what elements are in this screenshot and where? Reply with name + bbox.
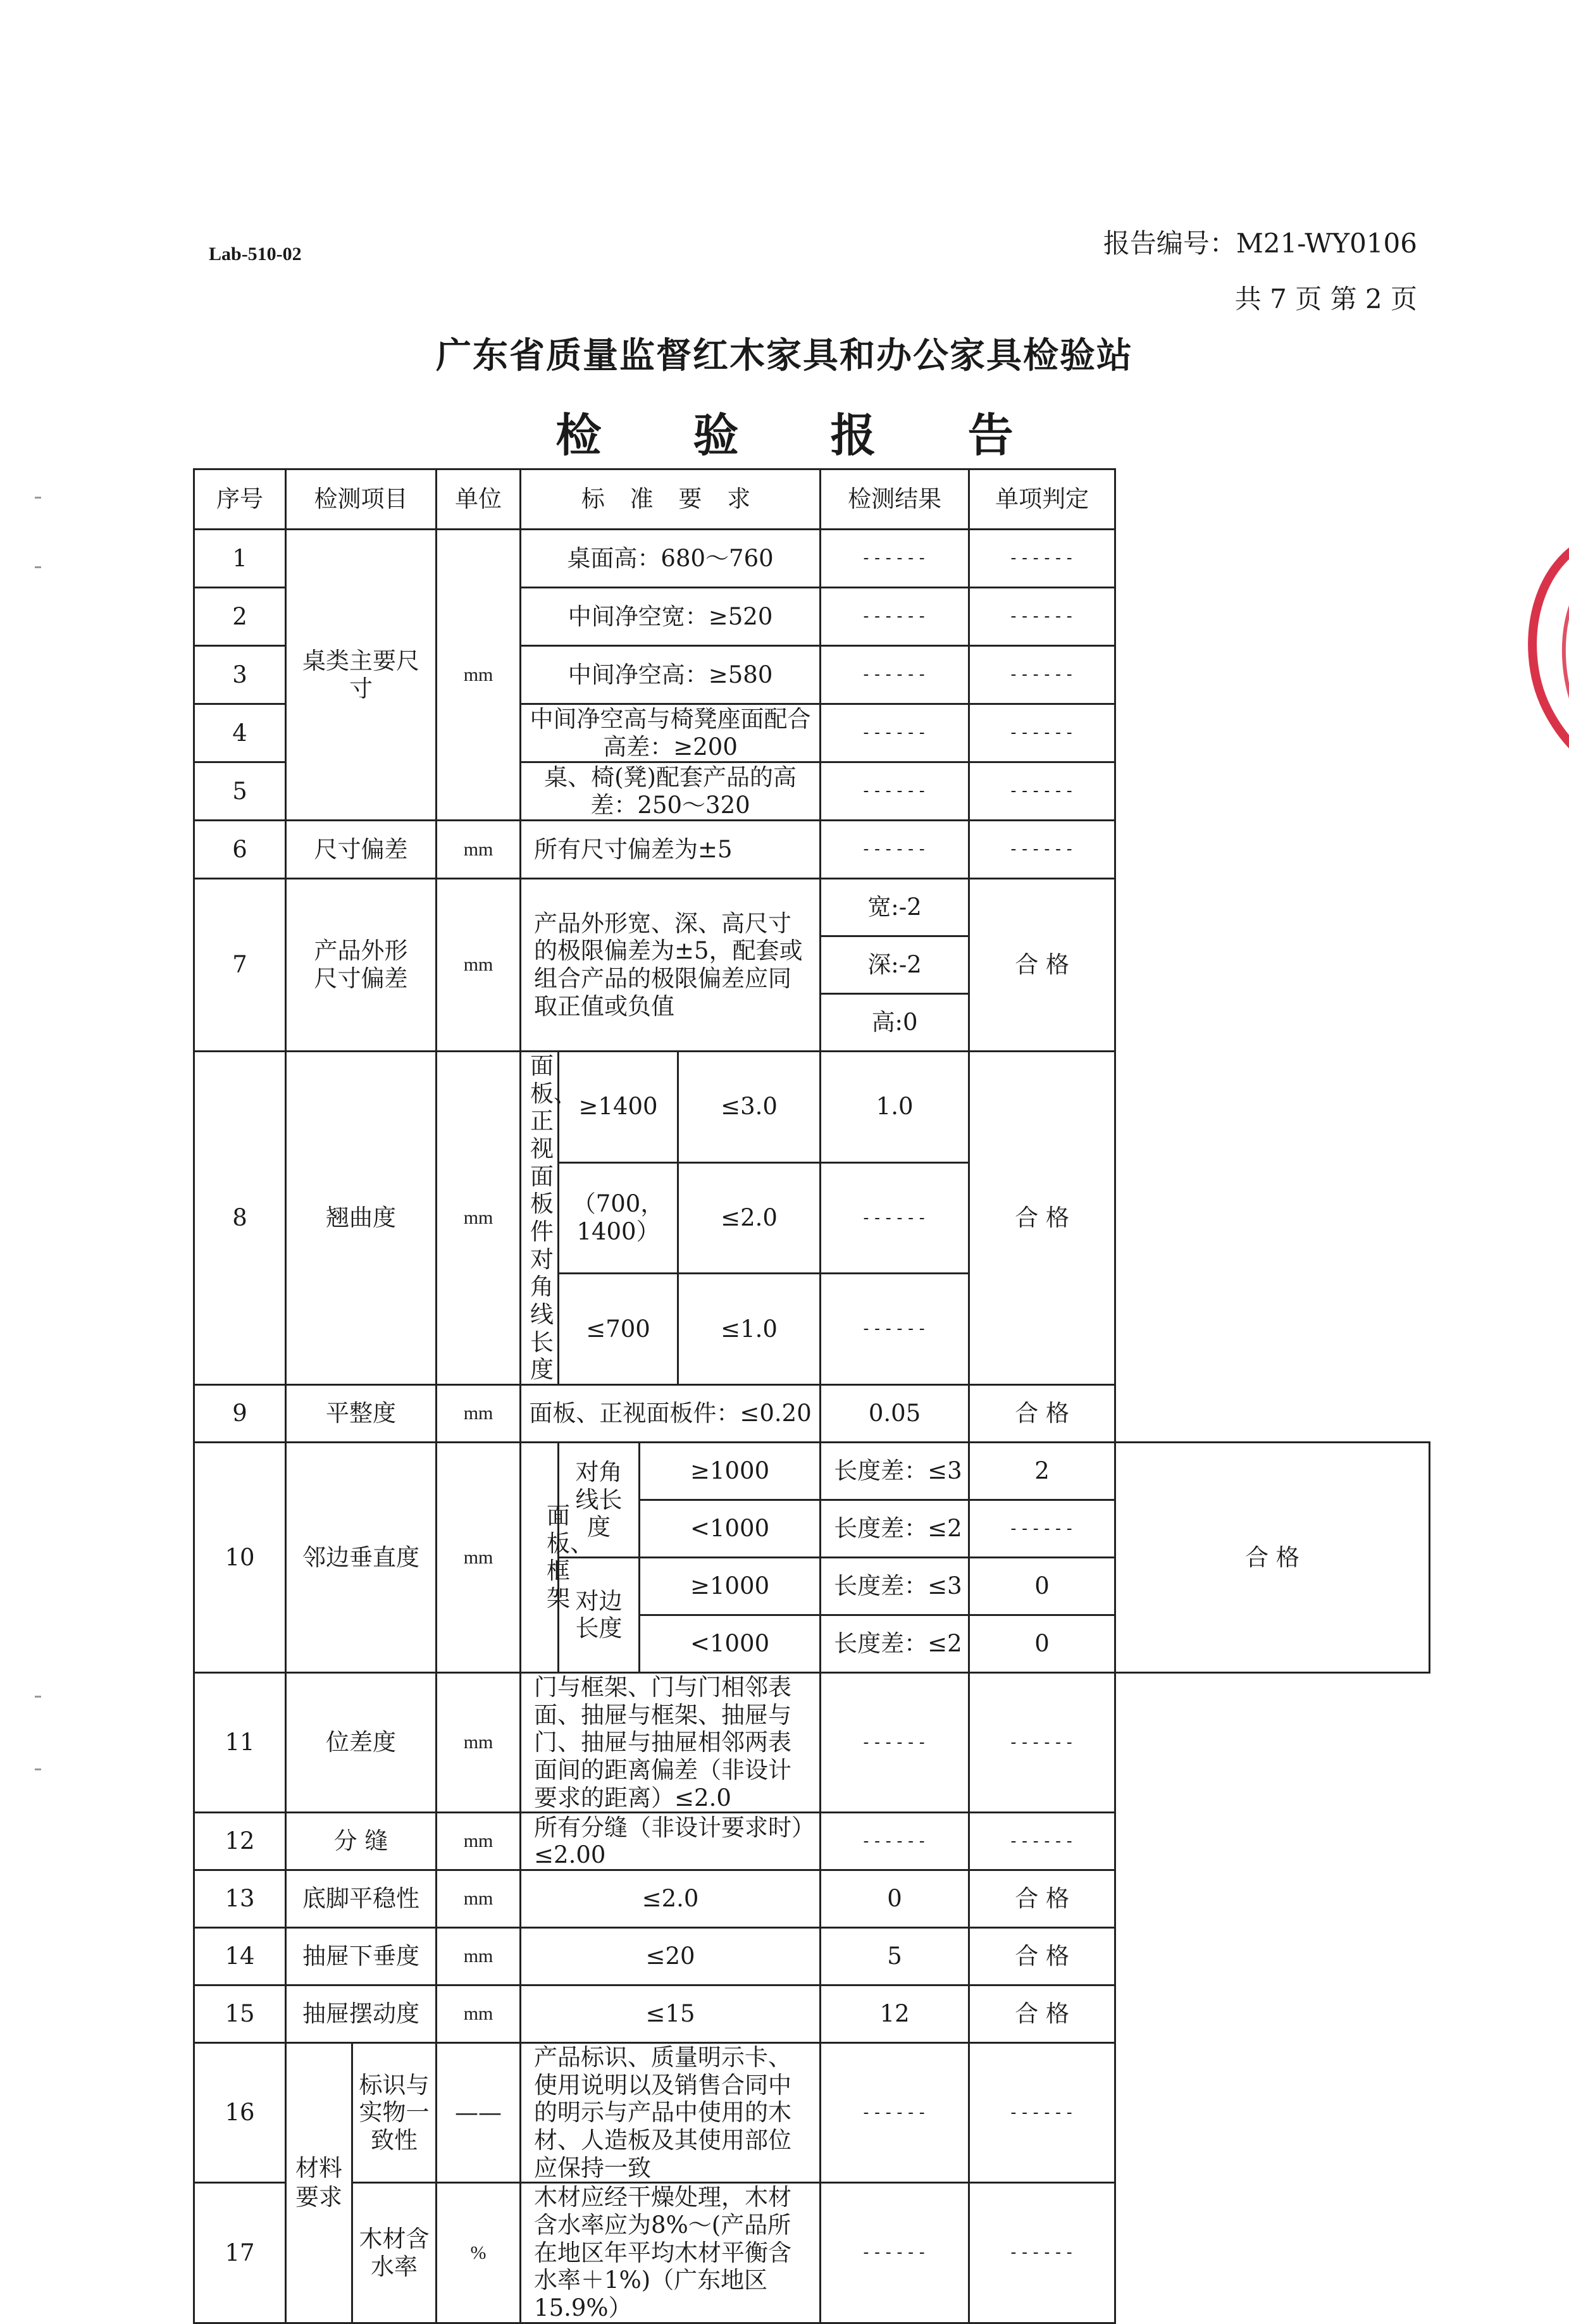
row-requirement: 中间净空高与椅凳座面配合高差：≥200 (521, 704, 821, 762)
row-requirement: 桌面高：680～760 (521, 530, 821, 588)
row-result: ------ (969, 1500, 1115, 1557)
row-condition: ≥1400 (559, 1052, 678, 1163)
row-item: 邻边垂直度 (286, 1442, 437, 1672)
row-no: 6 (194, 821, 286, 879)
row-result: ------ (821, 1162, 969, 1274)
report-title: 检 验 报 告 (555, 409, 1051, 462)
row-requirement: 所有分缝（非设计要求时）≤2.00 (521, 1813, 821, 1870)
row-result: ------ (821, 2183, 969, 2323)
row-result: ------ (821, 646, 969, 704)
row-item: 尺寸偏差 (286, 821, 437, 879)
row-requirement: 产品外形宽、深、高尺寸的极限偏差为±5，配套或组合产品的极限偏差应同取正值或负值 (521, 879, 821, 1052)
row-limit: ≤3.0 (678, 1052, 821, 1163)
row-verdict: ------ (969, 588, 1115, 646)
row-item: 底脚平稳性 (286, 1870, 437, 1928)
table-row (194, 879, 1430, 936)
row-result: ------ (821, 762, 969, 821)
row-result-height: 高:0 (821, 994, 969, 1052)
row-requirement: 桌、椅(凳)配套产品的高差：250～320 (521, 762, 821, 821)
row-subgroup: 对角线长度 (559, 1442, 640, 1557)
row-condition: （700，1400） (559, 1162, 678, 1274)
row-unit: mm (437, 530, 521, 821)
row-result: 1.0 (821, 1052, 969, 1163)
row-verdict: ------ (969, 704, 1115, 762)
row-unit: mm (437, 821, 521, 879)
row-verdict: ------ (969, 821, 1115, 879)
organization-name: 广东省质量监督红木家具和办公家具检验站 (436, 335, 1133, 376)
row-result: ------ (821, 2043, 969, 2183)
row-verdict: 合 格 (969, 879, 1115, 1052)
row-group: 材料要求 (286, 2043, 352, 2323)
row-result: 12 (821, 1985, 969, 2043)
row-unit: mm (437, 1870, 521, 1928)
row-result: ------ (821, 588, 969, 646)
table-row (194, 1813, 1430, 1870)
row-requirement: 面板、正视面板件：≤0.20 (521, 1384, 821, 1442)
row-item: 抽屉下垂度 (286, 1928, 437, 1985)
row-unit: —— (437, 2043, 521, 2183)
row-item: 翘曲度 (286, 1052, 437, 1385)
row-verdict: 合 格 (969, 1384, 1115, 1442)
row-no: 14 (194, 1928, 286, 1985)
row-no: 5 (194, 762, 286, 821)
row-verdict: ------ (969, 762, 1115, 821)
report-number: 报告编号：M21-WY0106 (1103, 228, 1417, 259)
row-no: 15 (194, 1985, 286, 2043)
row-verdict: ------ (969, 1672, 1115, 1812)
margin-mark (35, 1696, 41, 1698)
table-row (194, 1985, 1430, 2043)
row-result: 5 (821, 1928, 969, 1985)
table-row (194, 1384, 1430, 1442)
row-verdict: 合 格 (969, 1870, 1115, 1928)
row-verdict: ------ (969, 530, 1115, 588)
row-unit: mm (437, 1928, 521, 1985)
row-verdict: ------ (969, 2183, 1115, 2323)
row-limit: 长度差：≤3 (821, 1557, 969, 1615)
row-verdict: 合 格 (969, 1052, 1115, 1385)
row-requirement: 中间净空宽：≥520 (521, 588, 821, 646)
row-result: 0 (969, 1615, 1115, 1672)
row-result: ------ (821, 1813, 969, 1870)
table-row (194, 821, 1430, 879)
row-result: ------ (821, 530, 969, 588)
row-no: 17 (194, 2183, 286, 2323)
table-row (194, 1870, 1430, 1928)
row-requirement: 木材应经干燥处理，木材含水率应为8%～(产品所在地区年平均木材平衡含水率＋1%)（广东地区15.9%） (521, 2183, 821, 2323)
margin-mark (35, 1768, 41, 1770)
table-row (194, 1442, 1430, 1500)
row-item: 标识与实物一致性 (352, 2043, 437, 2183)
inspection-table (193, 468, 1430, 2324)
row-limit: 长度差：≤3 (821, 1442, 969, 1500)
row-subitem: 面板、框架 (521, 1442, 559, 1672)
row-no: 3 (194, 646, 286, 704)
row-no: 7 (194, 879, 286, 1052)
row-result: ------ (821, 821, 969, 879)
row-item: 平整度 (286, 1384, 437, 1442)
margin-mark (35, 566, 41, 568)
row-no: 16 (194, 2043, 286, 2183)
row-limit: 长度差：≤2 (821, 1615, 969, 1672)
row-condition: ≤700 (559, 1274, 678, 1385)
row-requirement: 门与框架、门与门相邻表面、抽屉与框架、抽屉与门、抽屉与抽屉相邻两表面间的距离偏差（非设计要求的距离）≤2.0 (521, 1672, 821, 1812)
row-limit: ≤2.0 (678, 1162, 821, 1274)
table-row (194, 2043, 1430, 2183)
row-no: 10 (194, 1442, 286, 1672)
row-item: 抽屉摆动度 (286, 1985, 437, 2043)
row-verdict: 合 格 (1115, 1442, 1430, 1672)
table-header-row (194, 469, 1430, 530)
row-no: 9 (194, 1384, 286, 1442)
row-result: 0 (969, 1557, 1115, 1615)
row-unit: mm (437, 1052, 521, 1385)
row-result: ------ (821, 1672, 969, 1812)
row-unit: mm (437, 879, 521, 1052)
margin-mark (35, 497, 41, 499)
row-requirement: 所有尺寸偏差为±5 (521, 821, 821, 879)
row-result-depth: 深:-2 (821, 936, 969, 994)
row-verdict: ------ (969, 2043, 1115, 2183)
row-unit: % (437, 2183, 521, 2323)
row-requirement: 产品标识、质量明示卡、使用说明以及销售合同中的明示与产品中使用的木材、人造板及其使用部位应保持一致 (521, 2043, 821, 2183)
seal-stamp (1509, 519, 1569, 785)
row-verdict: 合 格 (969, 1928, 1115, 1985)
lab-code: Lab-510-02 (209, 244, 302, 264)
row-unit: mm (437, 1384, 521, 1442)
row-item: 木材含水率 (352, 2183, 437, 2323)
row-item: 产品外形尺寸偏差 (286, 879, 437, 1052)
row-requirement: ≤20 (521, 1928, 821, 1985)
table-row (194, 2183, 1430, 2323)
header-result: 检测结果 (821, 469, 969, 530)
header-no: 序号 (194, 469, 286, 530)
row-no: 12 (194, 1813, 286, 1870)
row-condition: ≥1000 (640, 1442, 821, 1500)
row-no: 1 (194, 530, 286, 588)
row-condition: ≥1000 (640, 1557, 821, 1615)
row-item: 桌类主要尺寸 (286, 530, 437, 821)
row-unit: mm (437, 1672, 521, 1812)
row-unit: mm (437, 1442, 521, 1672)
table-row (194, 1052, 1430, 1163)
row-verdict: ------ (969, 646, 1115, 704)
table-row (194, 530, 1430, 588)
row-requirement: ≤2.0 (521, 1870, 821, 1928)
row-result: ------ (821, 704, 969, 762)
table-row (194, 1672, 1430, 1812)
row-result: 2 (969, 1442, 1115, 1500)
row-result-width: 宽:-2 (821, 879, 969, 936)
row-item: 分 缝 (286, 1813, 437, 1870)
row-verdict: ------ (969, 1813, 1115, 1870)
row-result: 0 (821, 1870, 969, 1928)
row-result: 0.05 (821, 1384, 969, 1442)
header-verdict: 单项判定 (969, 469, 1115, 530)
row-no: 2 (194, 588, 286, 646)
row-no: 11 (194, 1672, 286, 1812)
row-condition: <1000 (640, 1500, 821, 1557)
row-limit: ≤1.0 (678, 1274, 821, 1385)
row-unit: mm (437, 1813, 521, 1870)
page-info: 共 7 页 第 2 页 (1234, 283, 1417, 314)
row-condition: <1000 (640, 1615, 821, 1672)
row-unit: mm (437, 1985, 521, 2043)
row-subgroup: 对边长度 (559, 1557, 640, 1672)
row-subitem: 面板、正视面板件对角线长度 (521, 1052, 559, 1385)
row-item: 位差度 (286, 1672, 437, 1812)
row-no: 4 (194, 704, 286, 762)
header-unit: 单位 (437, 469, 521, 530)
row-result: ------ (821, 1274, 969, 1385)
row-no: 8 (194, 1052, 286, 1385)
header-item: 检测项目 (286, 469, 437, 530)
row-requirement: 中间净空高：≥580 (521, 646, 821, 704)
row-requirement: ≤15 (521, 1985, 821, 2043)
row-verdict: 合 格 (969, 1985, 1115, 2043)
row-no: 13 (194, 1870, 286, 1928)
row-limit: 长度差：≤2 (821, 1500, 969, 1557)
header-requirement: 标 准 要 求 (521, 469, 821, 530)
table-row (194, 1928, 1430, 1985)
